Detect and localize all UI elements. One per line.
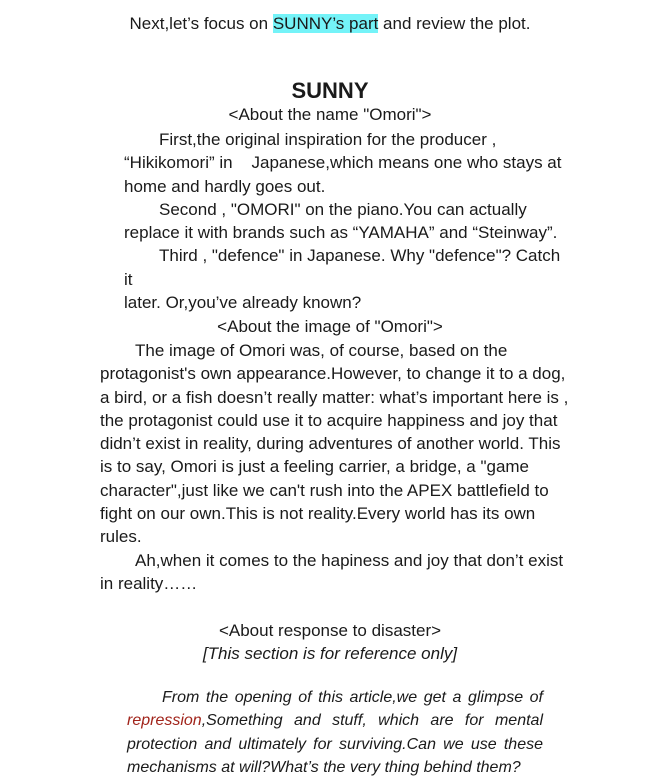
text-line: a bird, or a fish doesn’t really matter: what’s important here is ,: [100, 387, 569, 407]
text-line: the protagonist could use it to acquire happiness and joy that: [100, 410, 558, 430]
text-line: rules.: [100, 527, 142, 547]
text-line: later. Or,you’ve already known?: [124, 293, 362, 313]
highlighted-term: repression: [127, 712, 202, 730]
section-name-body: [124, 128, 564, 314]
text-line: Second , "OMORI" on the piano.You can actually: [159, 199, 527, 219]
page-title: SUNNY: [291, 78, 369, 103]
intro-text-before: Next,let’s focus on: [129, 14, 273, 33]
text-line: character",just like we can't rush into the APEX battlefield to: [100, 480, 549, 500]
intro-line: [0, 12, 660, 36]
text-line: First,the original inspiration for the producer ,: [159, 130, 497, 149]
section-heading-name: <About the name "Omori">: [228, 105, 432, 124]
text-line: didn’t exist in reality, during adventures of another world. This: [100, 434, 561, 454]
text-line: “Hikikomori” in Japanese,which means one who stays at: [124, 153, 562, 173]
text-line: From the opening of this article,we get a glimpse of: [162, 689, 543, 706]
text-line: replace it with brands such as “YAMAHA” and “Steinway”.: [124, 223, 558, 243]
text-line: protagonist's own appearance.However, to change it to a dog,: [100, 364, 566, 384]
text-line: Ah,when it comes to the hapiness and joy that don’t exist: [135, 550, 564, 570]
text-line: The image of Omori was, of course, based on the: [135, 341, 508, 360]
text-line: in reality……: [100, 573, 198, 593]
text-line: repression,Something and stuff, which are for mental: [127, 712, 543, 730]
text-line: is to say, Omori is just a feeling carrier, a bridge, a "game: [100, 457, 530, 477]
section-heading-image: <About the image of "Omori">: [217, 317, 443, 336]
section-heading-disaster: <About response to disaster>: [218, 621, 442, 640]
intro-text-after: and review the plot.: [378, 14, 531, 33]
highlighted-text: SUNNY’s part: [272, 14, 379, 33]
text-line: protection and ultimately for surviving.Can we use these: [127, 735, 543, 753]
section-disaster-body: [127, 686, 543, 779]
reference-note: [This section is for reference only]: [202, 644, 458, 663]
text-line: fight on our own.This is not reality.Every world has its own: [100, 504, 536, 524]
text-line: home and hardly goes out.: [124, 176, 326, 196]
text-line: Third , "defence" in Japanese. Why "defence"? Catch it: [124, 246, 561, 289]
text-line: mechanisms at will?What’s the very thing behind them?: [127, 758, 521, 776]
section-image-body: [100, 339, 570, 595]
